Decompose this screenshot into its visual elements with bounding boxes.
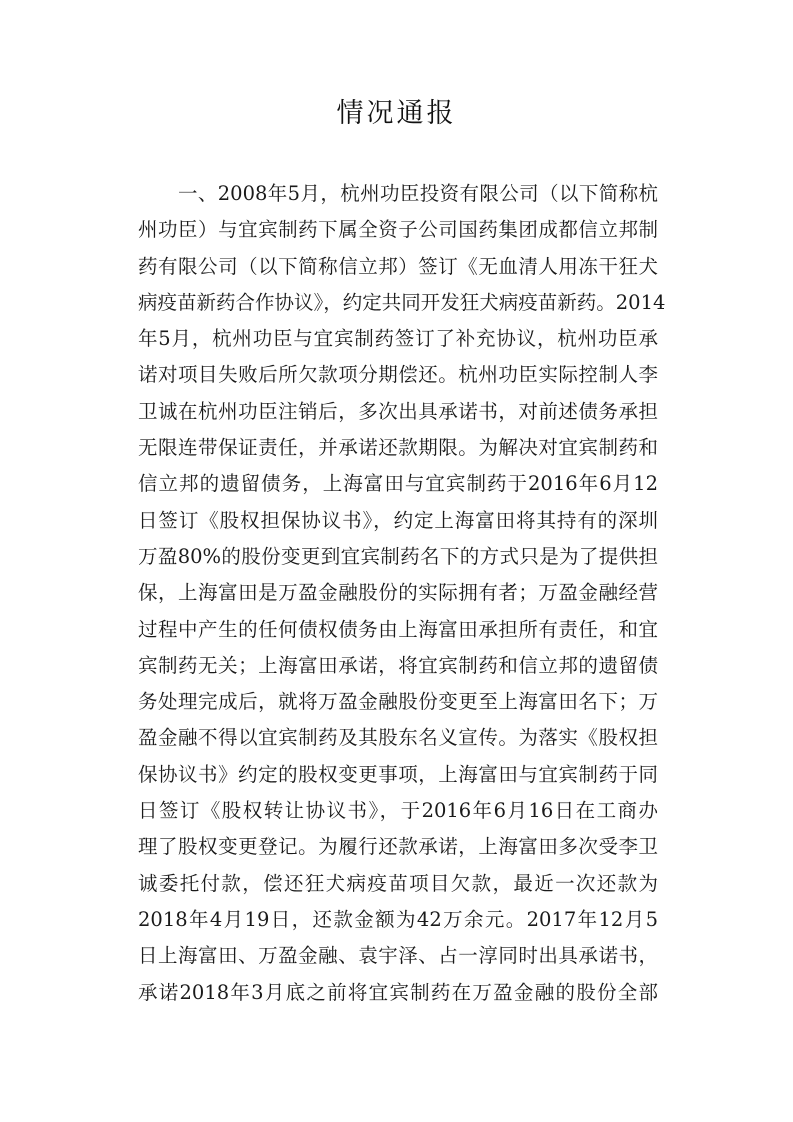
body-line: 宾制药无关；上海富田承诺，将宜宾制药和信立邦的遗留债 — [138, 653, 658, 677]
body-line: 承诺2018年3月底之前将宜宾制药在万盈金融的股份全部 — [138, 980, 658, 1004]
body-line: 卫诚在杭州功臣注销后，多次出具承诺书，对前述债务承担 — [138, 399, 658, 423]
body-line: 盈金融不得以宜宾制药及其股东名义宣传。为落实《股权担 — [138, 726, 658, 750]
body-line: 2018年4月19日，还款金额为42万余元。2017年12月5 — [138, 907, 658, 931]
document-body — [138, 176, 666, 1011]
body-line: 日签订《股权转让协议书》，于2016年6月16日在工商办 — [138, 799, 658, 823]
body-line: 过程中产生的任何债权债务由上海富田承担所有责任，和宜 — [138, 617, 658, 641]
body-line: 信立邦的遗留债务，上海富田与宜宾制药于2016年6月12 — [138, 472, 658, 496]
body-line: 日签订《股权担保协议书》，约定上海富田将其持有的深圳 — [138, 508, 658, 532]
body-line: 保，上海富田是万盈金融股份的实际拥有者；万盈金融经营 — [138, 581, 658, 605]
body-line: 诺对项目失败后所欠款项分期偿还。杭州功臣实际控制人李 — [138, 363, 658, 387]
body-line: 诚委托付款，偿还狂犬病疫苗项目欠款，最近一次还款为 — [138, 871, 658, 895]
body-line: 日上海富田、万盈金融、袁宇泽、占一淳同时出具承诺书， — [138, 944, 658, 968]
body-line: 务处理完成后，就将万盈金融股份变更至上海富田名下；万 — [138, 690, 658, 714]
body-line: 保协议书》约定的股权变更事项，上海富田与宜宾制药于同 — [138, 762, 658, 786]
body-line: 病疫苗新药合作协议》，约定共同开发狂犬病疫苗新药。2014 — [138, 290, 666, 314]
document-title: 情况通报 — [336, 98, 457, 129]
body-line: 理了股权变更登记。为履行还款承诺，上海富田多次受李卫 — [138, 835, 658, 859]
body-line: 药有限公司（以下简称信立邦）签订《无血清人用冻干狂犬 — [138, 254, 658, 278]
body-line: 无限连带保证责任，并承诺还款期限。为解决对宜宾制药和 — [138, 436, 658, 460]
body-line: 一、2008年5月，杭州功臣投资有限公司（以下简称杭 — [178, 182, 658, 205]
body-line: 年5月，杭州功臣与宜宾制药签订了补充协议，杭州功臣承 — [138, 327, 658, 351]
body-line: 万盈80%的股份变更到宜宾制药名下的方式只是为了提供担 — [138, 544, 658, 568]
body-line: 州功臣）与宜宾制药下属全资子公司国药集团成都信立邦制 — [138, 218, 658, 242]
